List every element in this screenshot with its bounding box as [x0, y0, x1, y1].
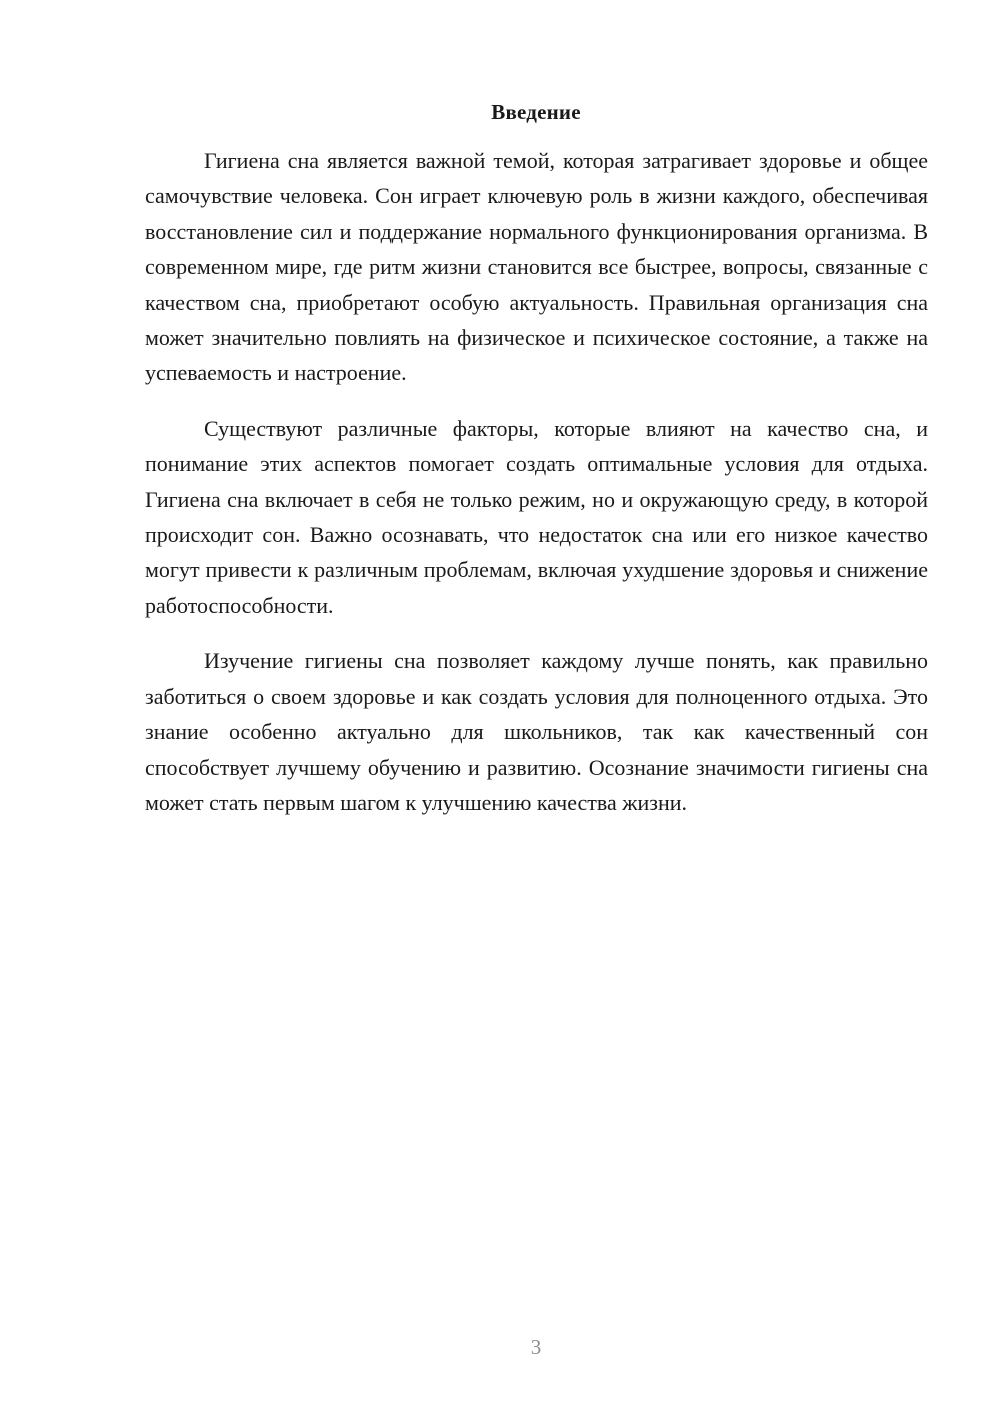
body-text [145, 143, 928, 840]
paragraph-1: Гигиена сна является важной темой, которая затрагивает здоровье и общее самочувствие человека. Сон играет ключевую роль в жизни каждого, обеспечивая восстановление сил и поддержание нормального функционирования организма. В современном мире, где ритм жизни становится все быстрее, вопросы, связанные с качеством сна, приобретают особую актуальность. Правильная организация сна может значительно повлиять на физическое и психическое состояние, а также на успеваемость и настроение. [145, 148, 928, 386]
page-number: 3 [530, 1335, 542, 1359]
paragraph-3: Изучение гигиены сна позволяет каждому лучше понять, как правильно заботиться о своем здоровье и как создать условия для полноценного отдыха. Это знание особенно актуально для школьников, так как качественный сон способствует лучшему обучению и развитию. Осознание значимости гигиены сна может стать первым шагом к улучшению качества жизни. [145, 648, 928, 815]
section-heading: Введение [491, 100, 581, 124]
paragraph-2: Существуют различные факторы, которые влияют на качество сна, и понимание этих аспектов помогает создать оптимальные условия для отдыха. Гигиена сна включает в себя не только режим, но и окружающую среду, в которой происходит сон. Важно осознавать, что недостаток сна или его низкое качество могут привести к различным проблемам, включая ухудшение здоровья и снижение работоспособности. [145, 415, 928, 618]
